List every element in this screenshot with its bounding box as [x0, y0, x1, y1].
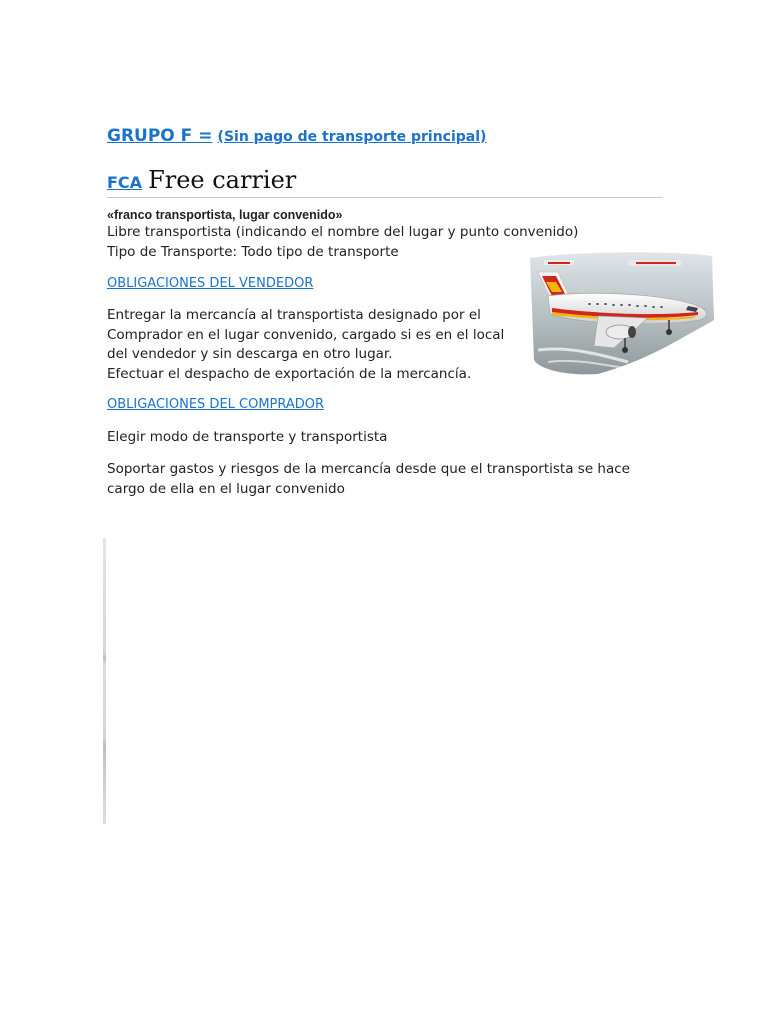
- term-quote: «franco transportista, lugar convenido»: [107, 208, 343, 222]
- seller-line: Efectuar el despacho de exportación de la mercancía.: [107, 365, 472, 382]
- buyer-obligations-title[interactable]: OBLIGACIONES DEL COMPRADOR: [107, 397, 325, 412]
- term-title-row: [107, 166, 662, 198]
- seller-line: Comprador en el lugar convenido, cargado si es en el local: [107, 326, 505, 343]
- group-subtitle[interactable]: (Sin pago de transporte principal): [217, 129, 487, 145]
- seller-line: del vendedor y sin descarga en otro lugar.: [107, 346, 393, 362]
- airplane-illustration-icon: [528, 250, 714, 376]
- buyer-line: cargo de ella en el lugar convenido: [107, 480, 345, 497]
- buyer-obligation-1: [107, 428, 387, 448]
- term-description: Libre transportista (indicando el nombre del lugar y punto convenido): [107, 224, 579, 240]
- buyer-obligation-2: [107, 460, 630, 499]
- transport-type: Tipo de Transporte: Todo tipo de transporte: [107, 244, 399, 260]
- buyer-line: Elegir modo de transporte y transportista: [107, 429, 388, 445]
- seller-obligations-title[interactable]: OBLIGACIONES DEL VENDEDOR: [107, 276, 314, 291]
- page-edge-artifact: [103, 538, 106, 824]
- buyer-line: Soportar gastos y riesgos de la mercancía desde que el transportista se hace: [107, 461, 630, 477]
- group-title[interactable]: GRUPO F =: [107, 126, 213, 146]
- seller-obligations-text: [107, 306, 504, 384]
- group-heading[interactable]: [107, 126, 486, 146]
- seller-line: Entregar la mercancía al transportista designado por el: [107, 307, 481, 323]
- term-name: Free carrier: [148, 166, 297, 194]
- term-code-link[interactable]: FCA: [107, 173, 143, 192]
